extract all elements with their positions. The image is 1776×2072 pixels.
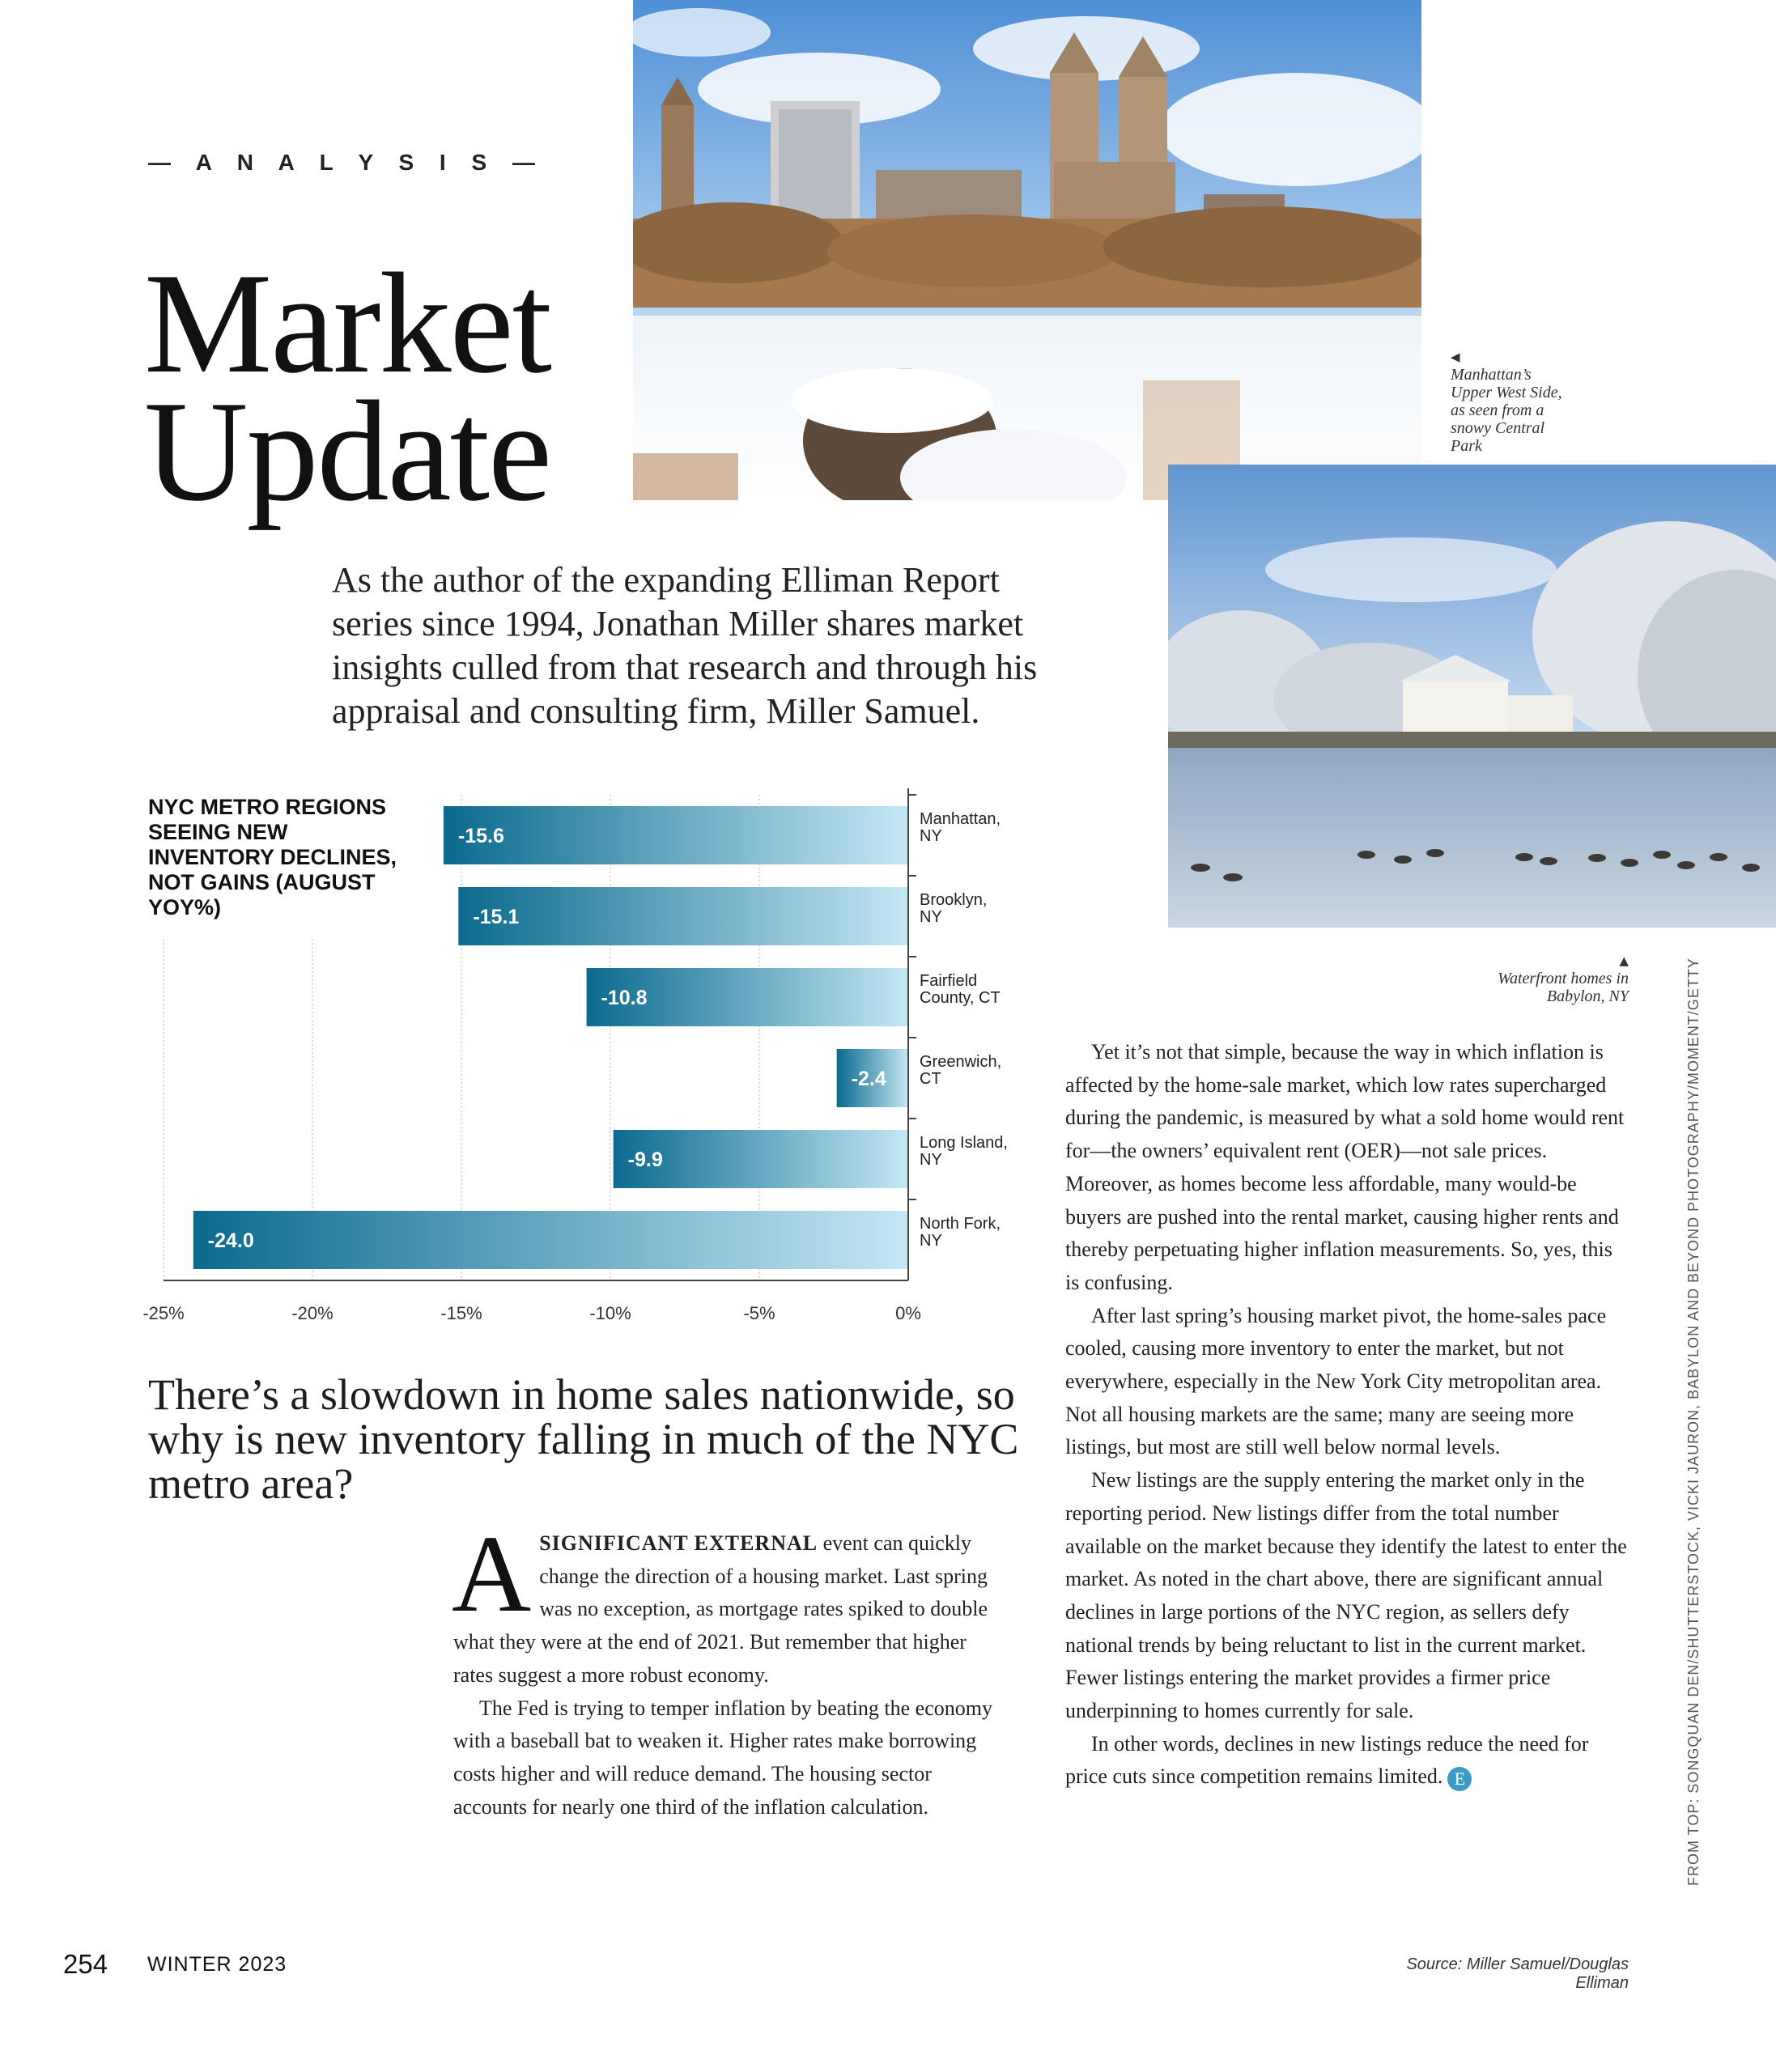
category-label: NY <box>920 1232 942 1250</box>
bar-north-fork-ny <box>193 1211 908 1269</box>
page-title <box>144 243 551 531</box>
caption-text: Waterfront homes in Babylon, NY <box>1498 970 1629 1005</box>
article-paragraph-2: The Fed is trying to temper inflation by beating the economy with a baseball bat to weaken it. Higher rates make borrowing costs higher and will reduce demand. The housing sector accounts for nearly one third of the inflation calculation. <box>453 1696 992 1819</box>
paragraph-1-text: event can quickly change the direction of a housing market. Last spring was no exception, as mortgage rates spiked to double what they were at the end of 2021. But remember that higher rates suggest a more robust economy. <box>453 1531 988 1687</box>
caption-upper-west-side <box>1451 348 1564 455</box>
article-column-left <box>452 1514 1009 1824</box>
section-question: There’s a slowdown in home sales nationwide, so why is new inventory falling in much of the NYC metro area? <box>148 1370 1019 1508</box>
x-tick-label: -25% <box>142 1303 185 1323</box>
chart-source: Source: Miller Samuel/Douglas Elliman <box>1406 1955 1629 1992</box>
category-label: Greenwich, <box>920 1053 1002 1071</box>
category-label: NY <box>920 908 942 926</box>
article-column-right <box>1065 1036 1629 1794</box>
article-paragraph-6 <box>1065 1728 1629 1794</box>
category-label: Brooklyn, <box>920 891 988 909</box>
photo-babylon-waterfront <box>1168 465 1776 928</box>
chart-title: NYC METRO REGIONS SEEING NEW INVENTORY DECLINES, NOT GAINS (AUGUST YOY%) <box>148 795 397 919</box>
bar-value-label: -9.9 <box>627 1149 663 1171</box>
bar-value-label: -24.0 <box>207 1229 254 1252</box>
bar-value-label: -2.4 <box>851 1068 886 1090</box>
title-line-1: Market <box>144 243 551 403</box>
bar-brooklyn-ny <box>458 887 908 945</box>
x-tick-label: -10% <box>589 1303 631 1323</box>
deck-intro: As the author of the expanding Elliman Report series since 1994, Jonathan Miller shares market insights culled from that research and through his appraisal and consulting firm, Miller Samuel. <box>332 560 1038 731</box>
inventory-bar-chart <box>130 777 1036 1335</box>
caption-arrow-up-icon: ▲ <box>1619 953 1629 968</box>
section-kicker: — A N A L Y S I S — <box>148 150 545 175</box>
drop-cap: A <box>452 1514 532 1635</box>
category-label: NY <box>920 1151 942 1169</box>
photo-credit: FROM TOP: SONGQUAN DEN/SHUTTERSTOCK, VICKI JAURON, BABYLON AND BEYOND PHOTOGRAPHY/MOMENT/GETTY <box>1685 957 1702 1886</box>
x-tick-label: -15% <box>440 1303 482 1323</box>
page-number: 254 <box>63 1949 108 1979</box>
article-paragraph-4: After last spring’s housing market pivot, the home-sales pace cooled, causing more inventory to enter the market, but not everywhere, especially in the New York City metropolitan area. Not all housing markets are the same; many are seeing more listings, but most are still well below normal levels. <box>1065 1303 1607 1459</box>
bar-value-label: -15.6 <box>457 825 504 847</box>
article-paragraph-3: Yet it’s not that simple, because the way in which inflation is affected by the home-sale market, which low rates supercharged during the pandemic, is measured by what a sold home would rent for—the owners’ equivalent rent (OER)—not sale prices. Moreover, as homes become less affordable, many would-be buyers are pushed into the rental market, causing higher rents and thereby perpetuating higher inflation measurements. So, yes, this is confusing. <box>1065 1040 1625 1294</box>
end-mark-icon: E <box>1447 1767 1472 1791</box>
category-label: Long Island, <box>920 1134 1008 1152</box>
caption-text: Manhattan’s Upper West Side, as seen from a snowy Central Park <box>1451 366 1562 455</box>
category-label: NY <box>920 827 942 845</box>
photo-upper-west-side <box>633 0 1421 500</box>
category-label: County, CT <box>920 989 1001 1007</box>
category-label: Fairfield <box>920 972 978 990</box>
article-paragraph-5: New listings are the supply entering the market only in the reporting period. New listings differ from the total number available on the market because they identify the latest to enter the market. As noted in the chart above, there are significant annual declines in large portions of the NYC region, as sellers defy national trends by being reluctant to list in the current market. Fewer listings entering the market provides a firmer price underpinning to homes currently for sale. <box>1065 1468 1627 1723</box>
category-label: Manhattan, <box>920 810 1001 828</box>
caption-babylon <box>1489 952 1629 1005</box>
x-tick-label: -20% <box>291 1303 334 1323</box>
bar-value-label: -15.1 <box>473 906 520 928</box>
article-paragraph-1 <box>452 1514 1009 1692</box>
bar-value-label: -10.8 <box>601 987 648 1009</box>
issue-label: WINTER 2023 <box>147 1953 287 1976</box>
paragraph-6-text: In other words, declines in new listings reduce the need for price cuts since competition remains limited. <box>1065 1731 1589 1789</box>
category-label: North Fork, <box>920 1215 1001 1233</box>
category-label: CT <box>920 1070 941 1088</box>
caption-arrow-left-icon: ◀ <box>1451 350 1460 364</box>
lead-in: SIGNIFICANT EXTERNAL <box>539 1531 818 1555</box>
bar-manhattan-ny <box>444 806 908 864</box>
x-tick-label: -5% <box>743 1303 775 1323</box>
title-line-2: Update <box>144 371 551 531</box>
x-tick-label: 0% <box>895 1303 921 1323</box>
